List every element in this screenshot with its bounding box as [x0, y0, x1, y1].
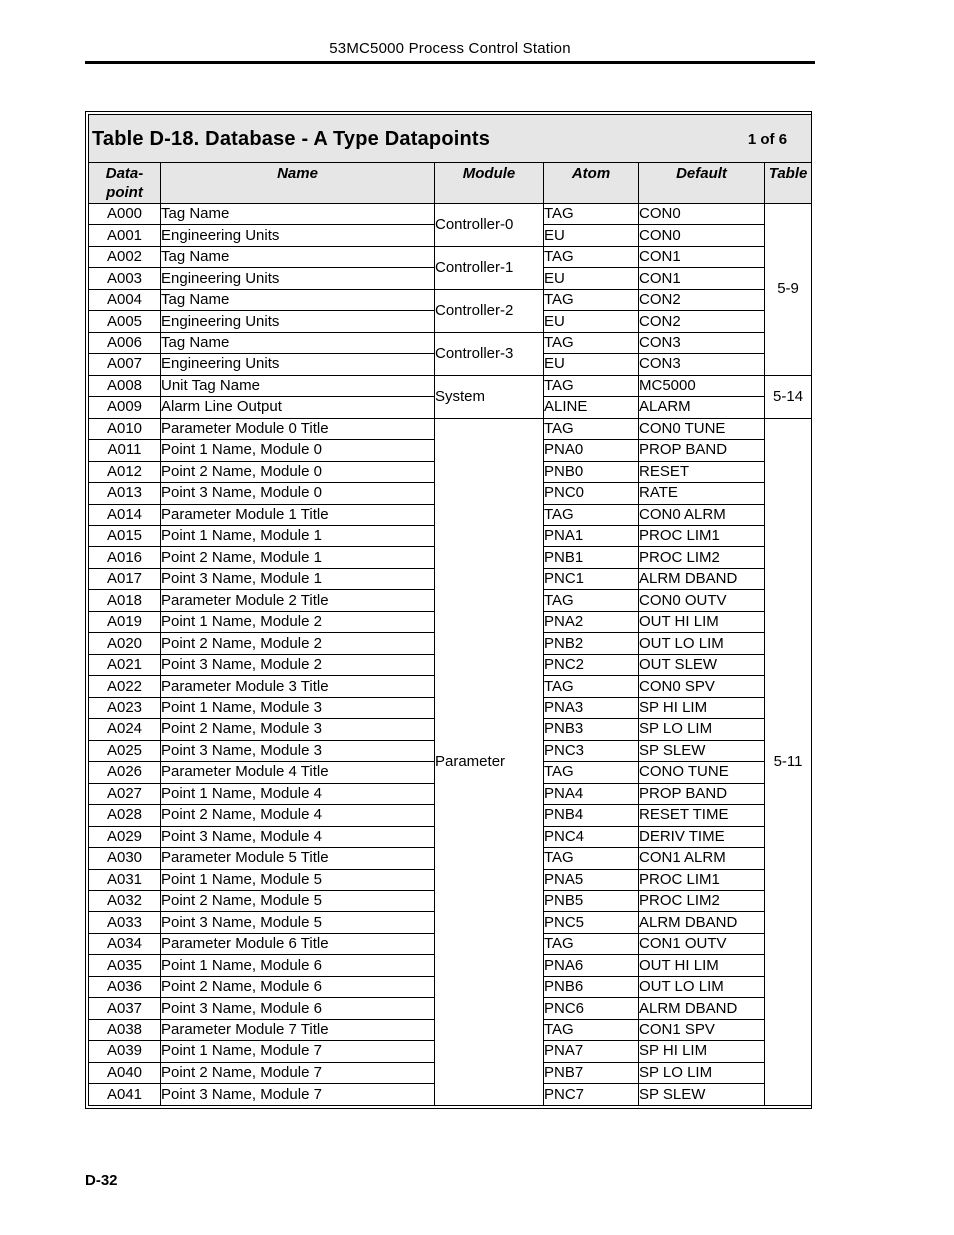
cell-datapoint: A041: [89, 1084, 161, 1106]
cell-datapoint: A019: [89, 611, 161, 632]
cell-atom: TAG: [544, 289, 639, 310]
cell-atom: TAG: [544, 332, 639, 353]
cell-atom: TAG: [544, 848, 639, 869]
cell-datapoint: A023: [89, 697, 161, 718]
header-rule: [85, 61, 815, 64]
cell-default: PROC LIM1: [639, 869, 765, 890]
cell-datapoint: A018: [89, 590, 161, 611]
cell-name: Point 3 Name, Module 7: [161, 1084, 435, 1106]
cell-atom: TAG: [544, 203, 639, 224]
cell-atom: PNA1: [544, 526, 639, 547]
cell-default: CON1 ALRM: [639, 848, 765, 869]
cell-atom: PNC0: [544, 483, 639, 504]
cell-default: RATE: [639, 483, 765, 504]
cell-datapoint: A012: [89, 461, 161, 482]
cell-atom: PNA4: [544, 783, 639, 804]
cell-datapoint: A024: [89, 719, 161, 740]
cell-default: ALRM DBAND: [639, 568, 765, 589]
table-row: [89, 246, 812, 267]
cell-name: Point 1 Name, Module 3: [161, 697, 435, 718]
cell-default: CON0 OUTV: [639, 590, 765, 611]
cell-atom: EU: [544, 311, 639, 332]
cell-module: Controller-3: [435, 332, 544, 375]
cell-datapoint: A014: [89, 504, 161, 525]
cell-datapoint: A006: [89, 332, 161, 353]
cell-name: Engineering Units: [161, 354, 435, 375]
cell-datapoint: A031: [89, 869, 161, 890]
cell-atom: ALINE: [544, 397, 639, 418]
cell-default: CON0: [639, 225, 765, 246]
datapoint-table: [88, 114, 812, 1106]
cell-default: SP SLEW: [639, 1084, 765, 1106]
table-row: [89, 375, 812, 396]
cell-default: CON2: [639, 289, 765, 310]
cell-datapoint: A017: [89, 568, 161, 589]
cell-datapoint: A020: [89, 633, 161, 654]
cell-atom: PNC3: [544, 740, 639, 761]
cell-datapoint: A035: [89, 955, 161, 976]
datapoint-table-frame: [85, 111, 812, 1109]
cell-default: CON3: [639, 354, 765, 375]
cell-name: Point 1 Name, Module 6: [161, 955, 435, 976]
cell-name: Point 2 Name, Module 1: [161, 547, 435, 568]
cell-atom: PNB0: [544, 461, 639, 482]
cell-default: PROP BAND: [639, 440, 765, 461]
cell-atom: PNC5: [544, 912, 639, 933]
col-header-table: Table: [765, 163, 812, 204]
cell-name: Parameter Module 6 Title: [161, 933, 435, 954]
cell-datapoint: A022: [89, 676, 161, 697]
running-header: 53MC5000 Process Control Station: [329, 40, 571, 57]
cell-datapoint: A008: [89, 375, 161, 396]
cell-datapoint: A021: [89, 654, 161, 675]
cell-name: Engineering Units: [161, 268, 435, 289]
cell-datapoint: A040: [89, 1062, 161, 1083]
cell-name: Point 2 Name, Module 2: [161, 633, 435, 654]
col-header-module: Module: [435, 163, 544, 204]
cell-datapoint: A026: [89, 762, 161, 783]
cell-datapoint: A032: [89, 890, 161, 911]
cell-default: CON0 TUNE: [639, 418, 765, 439]
table-row: [89, 289, 812, 310]
col-header-atom: Atom: [544, 163, 639, 204]
cell-name: Point 3 Name, Module 5: [161, 912, 435, 933]
cell-name: Point 2 Name, Module 0: [161, 461, 435, 482]
cell-default: OUT SLEW: [639, 654, 765, 675]
cell-name: Point 1 Name, Module 4: [161, 783, 435, 804]
cell-name: Point 2 Name, Module 4: [161, 805, 435, 826]
cell-name: Point 3 Name, Module 0: [161, 483, 435, 504]
cell-default: ALRM DBAND: [639, 998, 765, 1019]
cell-datapoint: A015: [89, 526, 161, 547]
cell-name: Point 2 Name, Module 6: [161, 976, 435, 997]
cell-atom: PNA2: [544, 611, 639, 632]
cell-default: CON0 SPV: [639, 676, 765, 697]
cell-default: DERIV TIME: [639, 826, 765, 847]
cell-module: Controller-1: [435, 246, 544, 289]
cell-name: Engineering Units: [161, 311, 435, 332]
cell-default: OUT HI LIM: [639, 611, 765, 632]
cell-name: Tag Name: [161, 203, 435, 224]
cell-default: SP SLEW: [639, 740, 765, 761]
cell-name: Alarm Line Output: [161, 397, 435, 418]
cell-atom: PNB1: [544, 547, 639, 568]
cell-datapoint: A016: [89, 547, 161, 568]
col-header-datapoint-line1: Data-: [105, 165, 144, 183]
table-row: [89, 203, 812, 224]
cell-name: Point 2 Name, Module 7: [161, 1062, 435, 1083]
cell-default: CON0 ALRM: [639, 504, 765, 525]
cell-default: SP HI LIM: [639, 1041, 765, 1062]
cell-default: SP LO LIM: [639, 1062, 765, 1083]
cell-atom: PNA6: [544, 955, 639, 976]
cell-name: Parameter Module 2 Title: [161, 590, 435, 611]
cell-name: Point 3 Name, Module 3: [161, 740, 435, 761]
cell-datapoint: A013: [89, 483, 161, 504]
cell-default: ALRM DBAND: [639, 912, 765, 933]
cell-default: PROC LIM2: [639, 890, 765, 911]
cell-default: PROC LIM1: [639, 526, 765, 547]
cell-atom: PNC1: [544, 568, 639, 589]
cell-datapoint: A028: [89, 805, 161, 826]
cell-table-ref: 5-14: [765, 375, 812, 418]
cell-atom: PNA5: [544, 869, 639, 890]
cell-table-ref: 5-9: [765, 203, 812, 375]
cell-name: Point 1 Name, Module 2: [161, 611, 435, 632]
cell-datapoint: A003: [89, 268, 161, 289]
cell-atom: TAG: [544, 375, 639, 396]
cell-atom: TAG: [544, 504, 639, 525]
cell-default: RESET: [639, 461, 765, 482]
cell-atom: PNA0: [544, 440, 639, 461]
cell-atom: PNB6: [544, 976, 639, 997]
cell-atom: PNB5: [544, 890, 639, 911]
cell-default: CON1: [639, 268, 765, 289]
cell-default: CON1: [639, 246, 765, 267]
cell-default: CON0: [639, 203, 765, 224]
cell-atom: TAG: [544, 246, 639, 267]
cell-datapoint: A039: [89, 1041, 161, 1062]
cell-name: Point 3 Name, Module 6: [161, 998, 435, 1019]
cell-name: Point 1 Name, Module 5: [161, 869, 435, 890]
cell-name: Point 3 Name, Module 2: [161, 654, 435, 675]
cell-datapoint: A010: [89, 418, 161, 439]
col-header-name: Name: [161, 163, 435, 204]
cell-default: PROP BAND: [639, 783, 765, 804]
cell-name: Point 1 Name, Module 0: [161, 440, 435, 461]
cell-atom: PNA3: [544, 697, 639, 718]
cell-datapoint: A036: [89, 976, 161, 997]
cell-module: System: [435, 375, 544, 418]
cell-module: Controller-2: [435, 289, 544, 332]
cell-datapoint: A029: [89, 826, 161, 847]
cell-datapoint: A011: [89, 440, 161, 461]
cell-datapoint: A025: [89, 740, 161, 761]
cell-default: OUT HI LIM: [639, 955, 765, 976]
table-title: Table D-18. Database - A Type Datapoints: [92, 128, 491, 150]
cell-default: OUT LO LIM: [639, 633, 765, 654]
cell-datapoint: A033: [89, 912, 161, 933]
cell-datapoint: A007: [89, 354, 161, 375]
cell-atom: EU: [544, 354, 639, 375]
cell-name: Parameter Module 3 Title: [161, 676, 435, 697]
cell-atom: TAG: [544, 1019, 639, 1040]
cell-name: Tag Name: [161, 289, 435, 310]
cell-default: MC5000: [639, 375, 765, 396]
cell-name: Parameter Module 1 Title: [161, 504, 435, 525]
cell-atom: PNA7: [544, 1041, 639, 1062]
col-header-datapoint: [89, 163, 161, 204]
cell-datapoint: A009: [89, 397, 161, 418]
cell-default: OUT LO LIM: [639, 976, 765, 997]
cell-name: Parameter Module 7 Title: [161, 1019, 435, 1040]
cell-atom: PNB7: [544, 1062, 639, 1083]
table-title-cell: [89, 115, 812, 163]
cell-default: SP HI LIM: [639, 697, 765, 718]
table-header-row: [89, 163, 812, 204]
cell-name: Tag Name: [161, 246, 435, 267]
cell-datapoint: A037: [89, 998, 161, 1019]
cell-atom: PNB4: [544, 805, 639, 826]
cell-datapoint: A002: [89, 246, 161, 267]
cell-atom: TAG: [544, 933, 639, 954]
page-number: D-32: [85, 1172, 118, 1189]
cell-atom: TAG: [544, 762, 639, 783]
cell-default: RESET TIME: [639, 805, 765, 826]
col-header-datapoint-line2: point: [106, 184, 143, 202]
cell-name: Point 2 Name, Module 5: [161, 890, 435, 911]
table-page-indicator: 1 of 6: [747, 131, 788, 148]
cell-name: Unit Tag Name: [161, 375, 435, 396]
cell-atom: PNC4: [544, 826, 639, 847]
cell-name: Engineering Units: [161, 225, 435, 246]
cell-atom: PNC2: [544, 654, 639, 675]
cell-datapoint: A005: [89, 311, 161, 332]
cell-name: Point 2 Name, Module 3: [161, 719, 435, 740]
cell-default: SP LO LIM: [639, 719, 765, 740]
cell-datapoint: A038: [89, 1019, 161, 1040]
cell-table-ref: 5-11: [765, 418, 812, 1105]
cell-datapoint: A001: [89, 225, 161, 246]
cell-name: Parameter Module 4 Title: [161, 762, 435, 783]
cell-default: CON2: [639, 311, 765, 332]
cell-atom: PNC6: [544, 998, 639, 1019]
cell-name: Point 3 Name, Module 1: [161, 568, 435, 589]
cell-name: Parameter Module 5 Title: [161, 848, 435, 869]
cell-module: Controller-0: [435, 203, 544, 246]
cell-atom: PNB3: [544, 719, 639, 740]
cell-datapoint: A034: [89, 933, 161, 954]
cell-datapoint: A027: [89, 783, 161, 804]
cell-atom: PNB2: [544, 633, 639, 654]
cell-default: PROC LIM2: [639, 547, 765, 568]
cell-datapoint: A004: [89, 289, 161, 310]
cell-datapoint: A030: [89, 848, 161, 869]
cell-default: CONO TUNE: [639, 762, 765, 783]
cell-atom: TAG: [544, 590, 639, 611]
cell-default: CON3: [639, 332, 765, 353]
cell-default: CON1 SPV: [639, 1019, 765, 1040]
table-title-row: [89, 115, 812, 163]
cell-default: ALARM: [639, 397, 765, 418]
cell-default: CON1 OUTV: [639, 933, 765, 954]
table-row: [89, 418, 812, 439]
cell-datapoint: A000: [89, 203, 161, 224]
cell-name: Tag Name: [161, 332, 435, 353]
cell-module: Parameter: [435, 418, 544, 1105]
col-header-default: Default: [639, 163, 765, 204]
cell-atom: EU: [544, 225, 639, 246]
table-row: [89, 332, 812, 353]
cell-atom: TAG: [544, 676, 639, 697]
cell-name: Parameter Module 0 Title: [161, 418, 435, 439]
cell-atom: EU: [544, 268, 639, 289]
cell-atom: TAG: [544, 418, 639, 439]
cell-name: Point 3 Name, Module 4: [161, 826, 435, 847]
cell-atom: PNC7: [544, 1084, 639, 1106]
cell-name: Point 1 Name, Module 7: [161, 1041, 435, 1062]
cell-name: Point 1 Name, Module 1: [161, 526, 435, 547]
